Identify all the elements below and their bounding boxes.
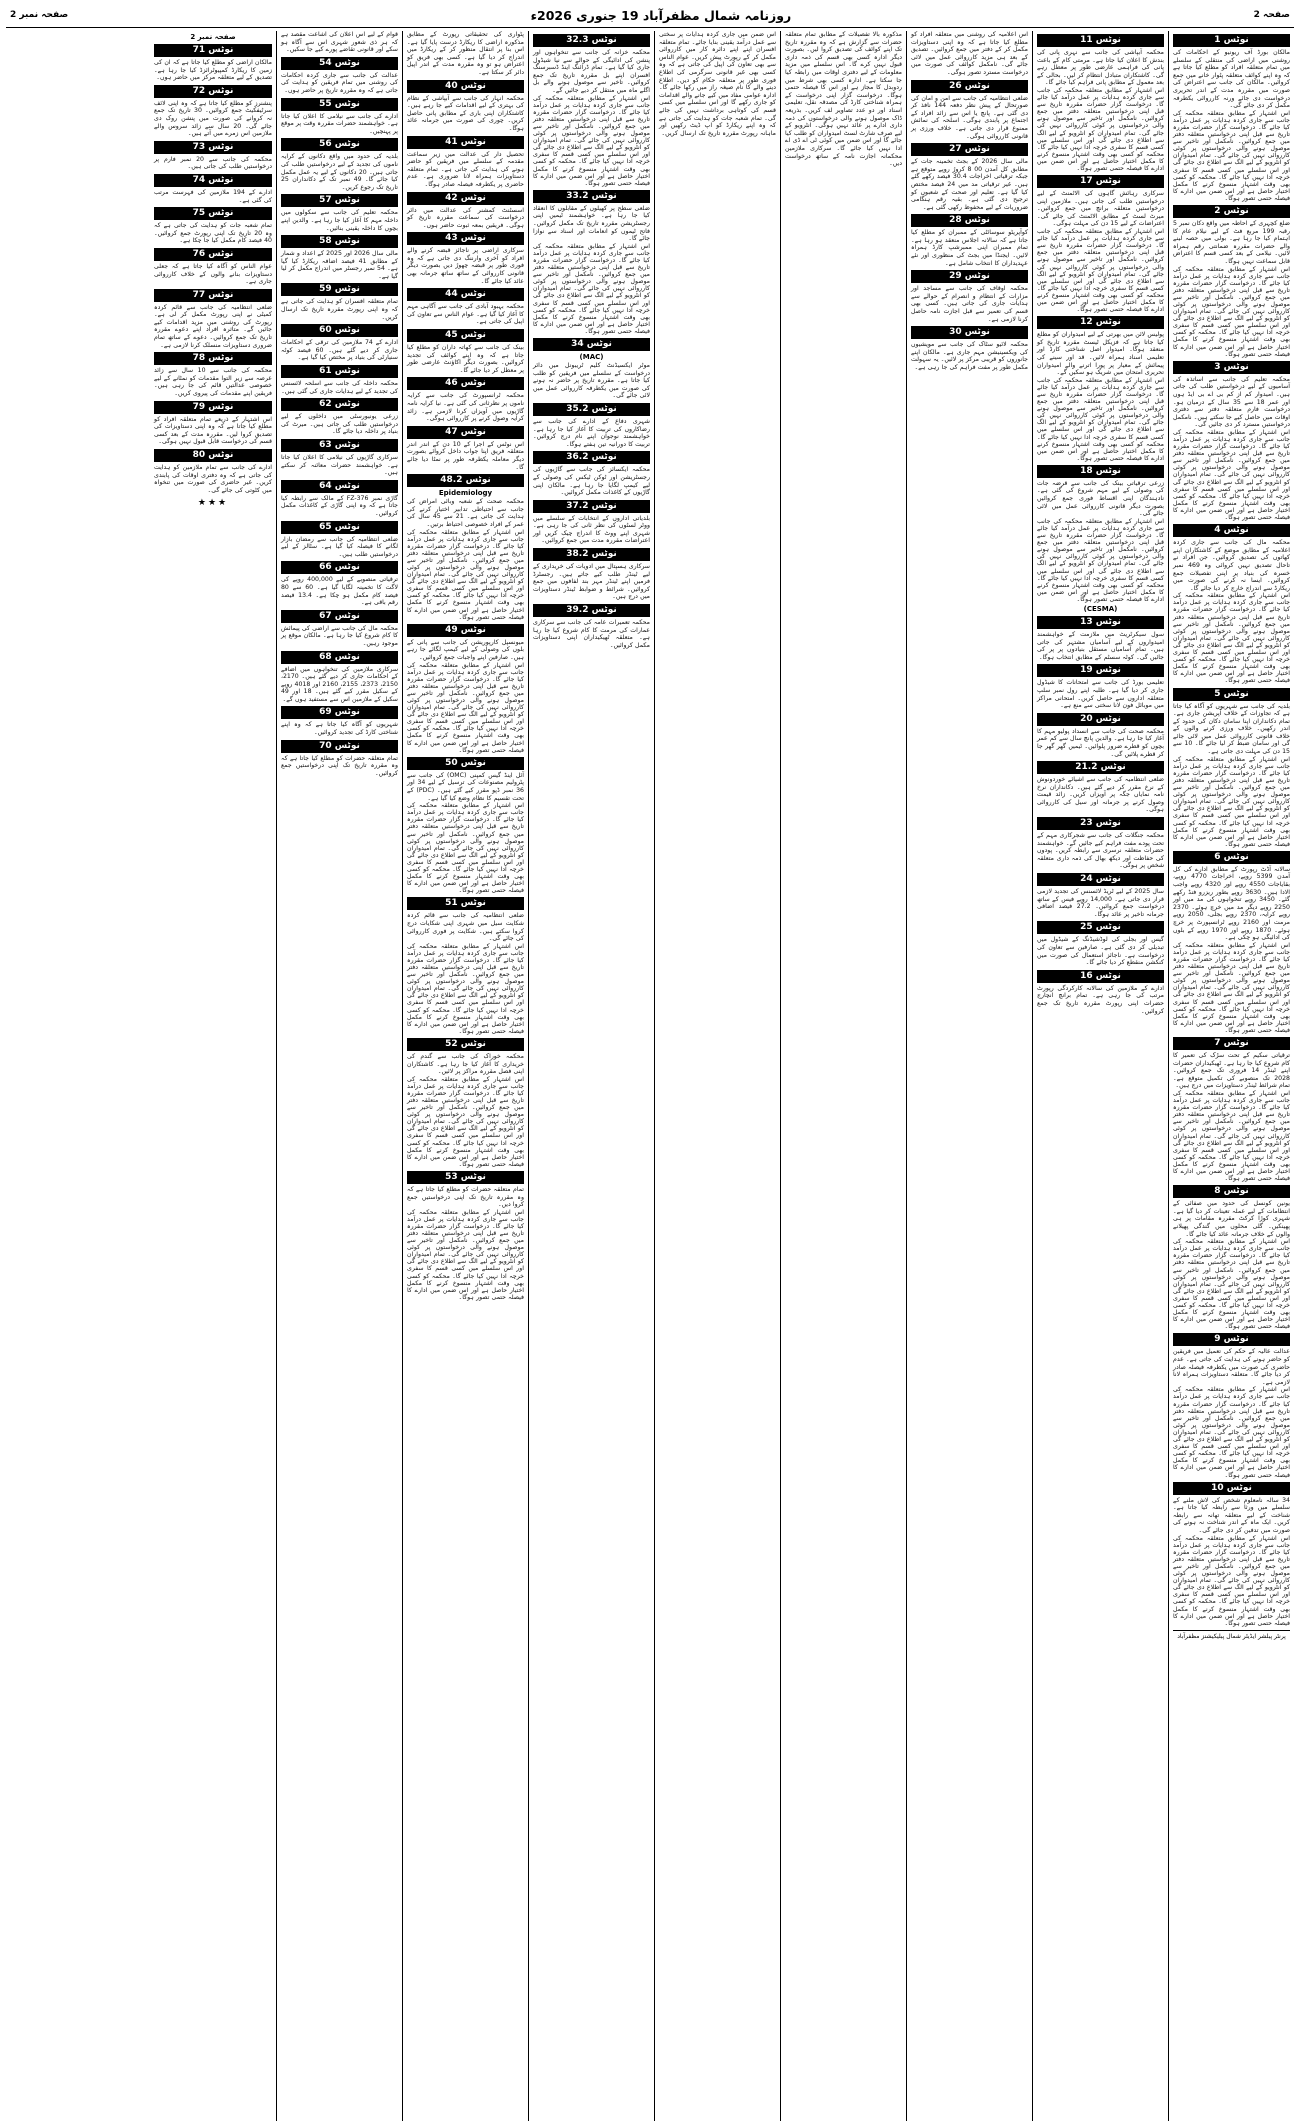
- notice-body-continued: اس اشتہار کے مطابق متعلقہ محکمہ کی جانب سے جاری کردہ ہدایات پر عمل درآمد کیا جائے گا۔ درخواست گزار حضرات مقررہ تاریخ سے قبل اپنی درخواستیں متعلقہ دفتر میں جمع کروائیں۔ نامکمل اور تاخیر سے موصول ہونے والی درخواستوں پر کوئی کارروائی نہیں کی جائے گی۔ تمام امیدواران کو انٹرویو کے لیے الگ سے اطلاع دی جائے گی اور اس سلسلے میں کسی قسم کا سفری خرچہ ادا نہیں کیا جائے گا۔ محکمہ کو کسی بھی وقت اشتہار منسوخ کرنے کا مکمل اختیار حاصل ہے اور اس ضمن میں ادارے کا فیصلہ حتمی تصور ہوگا۔: [1173, 755, 1290, 848]
- notice-header: نوٹس 75: [154, 207, 272, 220]
- notice-body-continued: اس اشتہار کے مطابق متعلقہ محکمہ کی جانب سے جاری کردہ ہدایات پر عمل درآمد کیا جائے گا۔ درخواست گزار حضرات مقررہ تاریخ سے قبل اپنی درخواستیں متعلقہ دفتر میں جمع کروائیں۔ نامکمل اور تاخیر سے موصول ہونے والی درخواستوں پر کوئی کارروائی نہیں کی جائے گی۔ تمام امیدواران کو انٹرویو کے لیے الگ سے اطلاع دی جائے گی اور اس سلسلے میں کسی قسم کا سفری خرچہ ادا نہیں کیا جائے گا۔ محکمہ کو کسی بھی وقت اشتہار منسوخ کرنے کا مکمل اختیار حاصل ہے اور اس ضمن میں ادارے کا فیصلہ حتمی تصور ہوگا۔: [1037, 86, 1164, 172]
- notice-header: نوٹس 44: [407, 288, 524, 301]
- notice-body: کوآپریٹو سوسائٹی کے ممبران کو مطلع کیا جاتا ہے کہ سالانہ اجلاس منعقد ہو رہا ہے۔ تمام ممبران اپنی ممبرشپ کارڈ ہمراہ لائیں۔ ایجنڈا میں بجٹ کی منظوری اور نئے عہدیداران کا انتخاب شامل ہے۔: [911, 229, 1028, 267]
- notice-body: اس نوٹس کے اجرا کے 10 دن کے اندر اندر متعلقہ فریق اپنا جواب داخل کروائے بصورت دیگر معاملہ یکطرفہ طور پر نمٹا دیا جائے گا۔: [407, 440, 524, 471]
- notice-body-continued: اس اشتہار کے مطابق متعلقہ محکمہ کی جانب سے جاری کردہ ہدایات پر عمل درآمد کیا جائے گا۔ درخواست گزار حضرات مقررہ تاریخ سے قبل اپنی درخواستیں متعلقہ دفتر میں جمع کروائیں۔ نامکمل اور تاخیر سے موصول ہونے والی درخواستوں پر کوئی کارروائی نہیں کی جائے گی۔ تمام امیدواران کو انٹرویو کے لیے الگ سے اطلاع دی جائے گی اور اس سلسلے میں کسی قسم کا سفری خرچہ ادا نہیں کیا جائے گا۔ محکمہ کو کسی بھی وقت اشتہار منسوخ کرنے کا مکمل اختیار حاصل ہے اور اس ضمن میں ادارے کا فیصلہ حتمی تصور ہوگا۔: [407, 528, 524, 621]
- notice-header: نوٹس 55: [281, 98, 398, 111]
- notice-body: مالی سال 2026 کے بجٹ تخمینہ جات کے مطابق کل آمدن 00 8 کروڑ روپے متوقع ہے جبکہ ترقیاتی اخراجات 30.4 فیصد رکھے گئے ہیں۔ غیر ترقیاتی مد میں 24 فیصد مختص کیا گیا ہے۔ تعلیم اور صحت کے شعبوں کو ترجیح دی گئی ہے۔ بقیہ رقم ہنگامی ضروریات کے لیے محفوظ رکھی گئی ہے۔: [911, 158, 1028, 211]
- newspaper-column: [150, 31, 276, 2121]
- notice-body: محکمہ مال کی جانب سے جاری کردہ اعلامیہ کے مطابق موضع کے کاشتکاران اپنے کھاتوں کی تصدیق کروائیں۔ جن افراد نے تاحال تصدیق نہیں کروائی وہ 469 نمبر خسرہ کی بنیاد پر اپنی تفصیلات جمع کروائیں۔ ایسا نہ کرنے کی صورت میں ریکارڈ سے اندراج خارج کر دیا جائے گا۔: [1173, 539, 1290, 592]
- notice-body: پنشنرز کو مطلع کیا جاتا ہے کہ وہ اپنی لائف سرٹیفکیٹ جمع کروائیں۔ 30 تاریخ تک جمع نہ کروانے کی صورت میں پنشن روک دی جائے گی۔ 20 سال سے زائد سروس والے ملازمین اس زمرے میں آتے ہیں۔: [154, 99, 272, 138]
- notice-header: نوٹس 61: [281, 365, 398, 378]
- masthead: [6, 4, 1294, 28]
- notice-body: ضلعی انتظامیہ کی جانب سے رمضان بازار لگانے کا فیصلہ کیا گیا ہے۔ سٹالز کے لیے درخواستیں طلب ہیں۔: [281, 535, 398, 558]
- notice-header: نوٹس 32.3: [533, 34, 650, 47]
- notice-header: نوٹس 64: [281, 480, 398, 493]
- newspaper-column: [1168, 31, 1294, 2121]
- notice-header: نوٹس 42: [407, 192, 524, 205]
- notice-body: ضلعی انتظامیہ کی جانب سے قائم کردہ کمیٹی نے اپنی رپورٹ مکمل کر لی ہے۔ رپورٹ کی روشنی میں مزید اقدامات کیے جائیں گے۔ متاثرہ افراد اپنے دعوے مقررہ تاریخ تک جمع کروائیں۔ دعوے کے ساتھ تمام ضروری دستاویزات منسلک کرنا لازمی ہے۔: [154, 303, 272, 349]
- section-label: (MAC): [579, 352, 604, 361]
- notice-header: نوٹس 2: [1173, 205, 1290, 218]
- notice-body: محکمہ تعمیرات عامہ کی جانب سے سرکاری عمارات کی مرمت کا کام شروع کیا جا رہا ہے۔ متعلقہ ٹھیکیداران اپنی دستاویزات مکمل کروائیں۔: [533, 619, 650, 649]
- notice-body: تمام متعلقہ افسران کو ہدایت کی جاتی ہے کہ وہ اپنی رپورٹ مقررہ تاریخ تک ارسال کریں۔: [281, 298, 398, 321]
- notice-header: نوٹس 25: [1037, 921, 1164, 934]
- notice-header: نوٹس 58: [281, 235, 398, 248]
- notice-header: نوٹس 30: [911, 326, 1028, 339]
- notice-header: نوٹس 36.2: [533, 451, 650, 464]
- notice-body: میونسپل کارپوریشن کی جانب سے پانی کے بلوں کی وصولی کے لیے کیمپ لگائے جا رہے ہیں۔ صارفین اپنے واجبات جمع کروائیں۔: [407, 638, 524, 661]
- imprint-note: پرنٹر پبلشر ایڈیٹر شمال پبلیکیشنز مظفرآباد: [1173, 1630, 1290, 1640]
- notice-header: نوٹس 77: [154, 289, 272, 302]
- notice-header: نوٹس 46: [407, 377, 524, 390]
- notice-body: محکمہ صحت کی جانب سے انسداد پولیو مہم کا آغاز کیا جا رہا ہے۔ والدین پانچ سال سے کم عمر بچوں کو قطرے ضرور پلوائیں۔ ٹیمیں گھر گھر جا کر قطرے پلائیں گی۔: [1037, 727, 1164, 758]
- notice-body: محکمہ تعلیم کی جانب سے سکولوں میں داخلہ مہم کا آغاز کیا جا رہا ہے۔ والدین اپنے بچوں کا داخلہ یقینی بنائیں۔: [281, 209, 398, 232]
- notice-body: بلدیہ کی جانب سے شہریوں کو آگاہ کیا جاتا ہے کہ تجاوزات کے خلاف آپریشن جاری ہے۔ تمام دکانداران اپنا سامان دکان کی حدود کے اندر رکھیں۔ خلاف ورزی کرنے والوں کے خلاف قانونی کارروائی عمل میں لائی جائے گی اور سامان ضبط کر لیا جائے گا۔ 10 سے 15 دن کی مہلت دی جاتی ہے۔: [1173, 702, 1290, 756]
- notice-body-continued: اس اشتہار کے مطابق متعلقہ محکمہ کی جانب سے جاری کردہ ہدایات پر عمل درآمد کیا جائے گا۔ درخواست گزار حضرات مقررہ تاریخ سے قبل اپنی درخواستیں متعلقہ دفتر میں جمع کروائیں۔ نامکمل اور تاخیر سے موصول ہونے والی درخواستوں پر کوئی کارروائی نہیں کی جائے گی۔ تمام امیدواران کو انٹرویو کے لیے الگ سے اطلاع دی جائے گی اور اس سلسلے میں کسی قسم کا سفری خرچہ ادا نہیں کیا جائے گا۔ محکمہ کو کسی بھی وقت اشتہار منسوخ کرنے کا مکمل اختیار حاصل ہے اور اس ضمن میں ادارے کا فیصلہ حتمی تصور ہوگا۔: [1173, 1386, 1290, 1479]
- notice-body: بلدیاتی اداروں کے انتخابات کے سلسلے میں ووٹر لسٹوں کی نظر ثانی کی جا رہی ہے۔ شہری اپنے ووٹ کا اندراج چیک کریں اور اعتراضات مقررہ مدت میں جمع کروائیں۔: [533, 514, 650, 545]
- notice-header: نوٹس 11: [1037, 34, 1164, 47]
- notice-header: نوٹس 4: [1173, 524, 1290, 537]
- notice-header: نوٹس 65: [281, 521, 398, 534]
- notice-header: نوٹس 37.2: [533, 500, 650, 513]
- section-label: Epidemiology: [438, 489, 493, 498]
- notice-header: نوٹس 68: [281, 651, 398, 664]
- notice-body: ادارے کے ملازمین کی سالانہ کارکردگی رپورٹ مرتب کی جا رہی ہے۔ تمام برانچ انچارج حضرات اپنی رپورٹ مقررہ تاریخ تک جمع کروائیں۔: [1037, 984, 1164, 1015]
- notice-header: نوٹس 26: [911, 80, 1028, 93]
- notice-header: نوٹس 67: [281, 610, 398, 623]
- notice-header: نوٹس 12: [1037, 316, 1164, 329]
- notice-header: نوٹس 43: [407, 232, 524, 245]
- notice-body: ادارے کے 194 ملازمین کی فہرست مرتب کی گئی ہے۔: [154, 188, 272, 204]
- notice-body: ضلعی انتظامیہ کی جانب سے قائم کردہ شکایت سیل میں شہری اپنی شکایات درج کروا سکتے ہیں۔ شکایت پر فوری کارروائی کی جائے گی۔: [407, 912, 524, 943]
- notice-body-continued: اس اشتہار کے مطابق متعلقہ محکمہ کی جانب سے جاری کردہ ہدایات پر عمل درآمد کیا جائے گا۔ درخواست گزار حضرات مقررہ تاریخ سے قبل اپنی درخواستیں متعلقہ دفتر میں جمع کروائیں۔ نامکمل اور تاخیر سے موصول ہونے والی درخواستوں پر کوئی کارروائی نہیں کی جائے گی۔ تمام امیدواران کو انٹرویو کے لیے الگ سے اطلاع دی جائے گی اور اس سلسلے میں کسی قسم کا سفری خرچہ ادا نہیں کیا جائے گا۔ محکمہ کو کسی بھی وقت اشتہار منسوخ کرنے کا مکمل اختیار حاصل ہے اور اس ضمن میں ادارے کا فیصلہ حتمی تصور ہوگا۔: [1173, 1090, 1290, 1183]
- newspaper-column: [402, 31, 528, 2121]
- notice-header: نوٹس 21.2: [1037, 761, 1164, 774]
- notice-body: تحصیل دار کی عدالت میں زیر سماعت مقدمہ کے سلسلے میں فریقین کو حاضر ہونے کی ہدایت کی جاتی ہے۔ تمام متعلقہ دستاویزات ہمراہ لانا ضروری ہے۔ عدم حاضری پر یکطرفہ فیصلہ صادر ہوگا۔: [407, 150, 524, 188]
- notice-body: ضلعی سطح پر کھیلوں کے مقابلوں کا انعقاد کیا جا رہا ہے۔ خواہشمند ٹیمیں اپنی رجسٹریشن مقررہ تاریخ تک مکمل کروائیں۔ فاتح ٹیموں کو انعامات اور اسناد سے نوازا جائے گا۔: [533, 204, 650, 243]
- notice-body: سرکاری گاڑیوں کی نیلامی کا اعلان کیا جاتا ہے۔ خواہشمند حضرات معائنہ کر سکتے ہیں۔: [281, 454, 398, 477]
- notice-header: نوٹس 3: [1173, 361, 1290, 374]
- notice-header: نوٹس 29: [911, 270, 1028, 283]
- notice-header: نوٹس 70: [281, 740, 398, 753]
- notice-body: سول سیکرٹریٹ میں ملازمت کے خواہشمند امیدواروں کے لیے آسامیاں مشتہر کی جاتی ہیں۔ تمام آسامیاں مستقل بنیادوں پر پر کی جائیں گی۔ کوٹہ سسٹم کے مطابق انتخاب ہوگا۔: [1037, 630, 1164, 661]
- notice-body-continued: اس اشتہار کے مطابق متعلقہ محکمہ کی جانب سے جاری کردہ ہدایات پر عمل درآمد کیا جائے گا۔ درخواست گزار حضرات مقررہ تاریخ سے قبل اپنی درخواستیں متعلقہ دفتر میں جمع کروائیں۔ نامکمل اور تاخیر سے موصول ہونے والی درخواستوں پر کوئی کارروائی نہیں کی جائے گی۔ تمام امیدواران کو انٹرویو کے لیے الگ سے اطلاع دی جائے گی اور اس سلسلے میں کسی قسم کا سفری خرچہ ادا نہیں کیا جائے گا۔ محکمہ کو کسی بھی وقت اشتہار منسوخ کرنے کا مکمل اختیار حاصل ہے اور اس ضمن میں ادارے کا فیصلہ حتمی تصور ہوگا۔: [407, 1208, 524, 1301]
- notice-body: آئل اینڈ گیس کمپنی (OMC) کی جانب سے پٹرولیم مصنوعات کی ترسیل کے لیے 34 اور 36 نمبر ڈپو مقرر کیے گئے ہیں۔ (PDC) کے تحت تقسیم کا نظام وضع کیا گیا ہے۔: [407, 771, 524, 802]
- notice-body: سرکاری رہائش گاہوں کی الاٹمنٹ کے لیے درخواستیں طلب کی جاتی ہیں۔ ملازمین اپنی درخواستیں متعلقہ برانچ میں جمع کروائیں۔ میرٹ لسٹ کے مطابق الاٹمنٹ کی جائے گی۔ اعتراضات کے لیے 15 دن کی مہلت ہوگی۔: [1037, 190, 1164, 228]
- notice-body: محکمہ ٹرانسپورٹ کی جانب سے کرایہ ناموں پر نظرثانی کی گئی ہے۔ نیا کرایہ نامہ گاڑیوں میں آویزاں کرنا لازمی ہے۔ زائد کرایہ وصول کرنے پر کارروائی ہوگی۔: [407, 392, 524, 423]
- notice-header: نوٹس 20: [1037, 713, 1164, 726]
- notice-header: نوٹس 52: [407, 1038, 524, 1051]
- notice-header: نوٹس 48.2: [407, 474, 524, 487]
- notice-header: نوٹس 35.2: [533, 403, 650, 416]
- columns-container: [6, 31, 1294, 2121]
- notice-header: نوٹس 39.2: [533, 604, 650, 617]
- newspaper-column: [906, 31, 1032, 2121]
- notice-header: نوٹس 72: [154, 85, 272, 98]
- notice-header: نوٹس 8: [1173, 1185, 1290, 1198]
- notice-header: نوٹس 57: [281, 194, 398, 207]
- section-label: (CESMA): [1083, 604, 1118, 613]
- notice-body-continued: اس اشتہار کے مطابق متعلقہ محکمہ کی جانب سے جاری کردہ ہدایات پر عمل درآمد کیا جائے گا۔ درخواست گزار حضرات مقررہ تاریخ سے قبل اپنی درخواستیں متعلقہ دفتر میں جمع کروائیں۔ نامکمل اور تاخیر سے موصول ہونے والی درخواستوں پر کوئی کارروائی نہیں کی جائے گی۔ تمام امیدواران کو انٹرویو کے لیے الگ سے اطلاع دی جائے گی اور اس سلسلے میں کسی قسم کا سفری خرچہ ادا نہیں کیا جائے گا۔ محکمہ کو کسی بھی وقت اشتہار منسوخ کرنے کا مکمل اختیار حاصل ہے اور اس ضمن میں ادارے کا فیصلہ حتمی تصور ہوگا۔: [1173, 428, 1290, 522]
- notice-body: محکمہ صحت کے شعبہ وبائی امراض کی جانب سے احتیاطی تدابیر اختیار کرنے کی ہدایت کی جاتی ہے۔ 21 سے 45 سال کی عمر کے افراد خصوصی احتیاط برتیں۔: [407, 498, 524, 528]
- notice-body: محکمہ آبپاشی کی جانب سے نہری پانی کی بندش کا اعلان کیا جاتا ہے۔ مرمتی کام کے باعث پانی کی فراہمی عارضی طور پر معطل رہے گی۔ کاشتکاران متبادل انتظام کر لیں۔ بحالی کے بعد معمول کے مطابق پانی فراہم کیا جائے گا۔: [1037, 49, 1164, 87]
- newspaper-column: [276, 31, 402, 2121]
- notice-header: نوٹس 16: [1037, 970, 1164, 983]
- notice-body: محکمہ بہبود آبادی کی جانب سے آگاہی مہم کا آغاز کیا گیا ہے۔ عوام الناس سے تعاون کی اپیل کی جاتی ہے۔: [407, 303, 524, 326]
- notice-body: محکمہ مال کی جانب سے اراضی کی پیمائش کا کام شروع کیا جا رہا ہے۔ مالکان موقع پر موجود رہیں۔: [281, 624, 398, 647]
- notice-header: نوٹس 80: [154, 449, 272, 462]
- notice-header: نوٹس 28: [911, 214, 1028, 227]
- notice-header: نوٹس 76: [154, 248, 272, 261]
- notice-body-continued: اس اشتہار کے مطابق متعلقہ محکمہ کی جانب سے جاری کردہ ہدایات پر عمل درآمد کیا جائے گا۔ درخواست گزار حضرات مقررہ تاریخ سے قبل اپنی درخواستیں متعلقہ دفتر میں جمع کروائیں۔ نامکمل اور تاخیر سے موصول ہونے والی درخواستوں پر کوئی کارروائی نہیں کی جائے گی۔ تمام امیدواران کو انٹرویو کے لیے الگ سے اطلاع دی جائے گی اور اس سلسلے میں کسی قسم کا سفری خرچہ ادا نہیں کیا جائے گا۔ محکمہ کو کسی بھی وقت اشتہار منسوخ کرنے کا مکمل اختیار حاصل ہے اور اس ضمن میں ادارے کا فیصلہ حتمی تصور ہوگا۔: [533, 242, 650, 335]
- notice-header: نوٹس 38.2: [533, 548, 650, 561]
- notice-body: تمام متعلقہ حضرات کو مطلع کیا جاتا ہے کہ وہ مقررہ تاریخ تک اپنی درخواستیں جمع کروا دیں۔: [407, 1185, 524, 1209]
- notice-body: شہری دفاع کے ادارے کی جانب سے رضاکاروں کی تربیت کا آغاز کیا جا رہا ہے۔ خواہشمند نوجوان اپنے نام درج کروائیں۔ تربیت کا دورانیہ تین ہفتے ہوگا۔: [533, 417, 650, 448]
- notice-header: نوٹس 9: [1173, 1333, 1290, 1346]
- newspaper-column: [780, 31, 906, 2121]
- notice-body: مالی سال 2026 اور 2025 کے اعداد و شمار کے مطابق 41 فیصد اضافہ ریکارڈ کیا گیا ہے۔ 54 نمبر رجسٹر میں اندراج مکمل کر لیا گیا ہے۔: [281, 250, 399, 280]
- notice-header: نوٹس 33.2: [533, 190, 650, 203]
- notice-body: محکمہ انہار کی جانب سے آبپاشی کے نظام کی بہتری کے لیے اقدامات کیے جا رہے ہیں۔ کاشتکاران اپنی باری کے مطابق پانی حاصل کریں۔ چوری کی صورت میں جرمانہ عائد ہوگا۔: [407, 94, 524, 132]
- notice-header: نوٹس 59: [281, 283, 398, 296]
- notice-body: ضلعی انتظامیہ کی جانب سے اشیائے خوردونوش کے نرخ مقرر کر دیے گئے ہیں۔ دکانداران نرخ نامہ نمایاں جگہ پر آویزاں کریں۔ زائد قیمت وصول کرنے پر جرمانہ اور سیل کی کارروائی ہوگی۔: [1037, 776, 1164, 814]
- notice-body-continued: اس اشتہار کے مطابق متعلقہ محکمہ کی جانب سے جاری کردہ ہدایات پر عمل درآمد کیا جائے گا۔ درخواست گزار حضرات مقررہ تاریخ سے قبل اپنی درخواستیں متعلقہ دفتر میں جمع کروائیں۔ نامکمل اور تاخیر سے موصول ہونے والی درخواستوں پر کوئی کارروائی نہیں کی جائے گی۔ تمام امیدواران کو انٹرویو کے لیے الگ سے اطلاع دی جائے گی اور اس سلسلے میں کسی قسم کا سفری خرچہ ادا نہیں کیا جائے گا۔ محکمہ کو کسی بھی وقت اشتہار منسوخ کرنے کا مکمل اختیار حاصل ہے اور اس ضمن میں ادارے کا فیصلہ حتمی تصور ہوگا۔: [407, 661, 524, 754]
- notice-header: نوٹس 60: [281, 324, 398, 337]
- notice-body: قوام کے لیے اس اعلان کی اشاعت مقصد ہے کہ ہر ذی شعور شہری اس سے آگاہ ہو سکے اور قانونی تقاضے پورے کیے جا سکیں۔: [281, 31, 398, 54]
- notice-body-continued: اس اشتہار کے مطابق متعلقہ محکمہ کی جانب سے جاری کردہ ہدایات پر عمل درآمد کیا جائے گا۔ درخواست گزار حضرات مقررہ تاریخ سے قبل اپنی درخواستیں متعلقہ دفتر میں جمع کروائیں۔ نامکمل اور تاخیر سے موصول ہونے والی درخواستوں پر کوئی کارروائی نہیں کی جائے گی۔ تمام امیدواران کو انٹرویو کے لیے الگ سے اطلاع دی جائے گی اور اس سلسلے میں کسی قسم کا سفری خرچہ ادا نہیں کیا جائے گا۔ محکمہ کو کسی بھی وقت اشتہار منسوخ کرنے کا مکمل اختیار حاصل ہے اور اس ضمن میں ادارے کا فیصلہ حتمی تصور ہوگا۔: [1173, 1534, 1290, 1627]
- notice-body: محکمہ ایکسائز کی جانب سے گاڑیوں کی رجسٹریشن اور ٹوکن ٹیکس کی وصولی کے لیے کیمپ لگایا جا رہا ہے۔ مالکان اپنی گاڑیوں کے کاغذات مکمل کروائیں۔: [533, 466, 650, 497]
- notice-body: محکمہ اوقاف کی جانب سے مساجد اور مزارات کے انتظام و انصرام کے حوالے سے ہدایات جاری کی جاتی ہیں۔ کسی بھی قسم کی تعمیر سے قبل اجازت نامہ حاصل کرنا لازمی ہے۔: [911, 285, 1028, 323]
- newspaper-column: [654, 31, 780, 2121]
- section-label: صفحہ نمبر 2: [190, 33, 236, 41]
- notice-header: نوٹس 69: [281, 706, 398, 719]
- notice-body: محکمہ کی جانب سے 20 نمبر فارم پر درخواستیں طلب کی جاتی ہیں۔: [154, 155, 272, 171]
- masthead-title: روزنامہ شمال مظفرآباد 19 جنوری 2026ء: [530, 7, 792, 23]
- notice-header: نوٹس 10: [1173, 1482, 1290, 1495]
- notice-body: بلدیہ کی حدود میں واقع دکانوں کے کرایہ ناموں کی تجدید کے لیے درخواستیں طلب کی جاتی ہیں۔ 20 دکانوں کے لیے یہ عمل مکمل کیا جائے گا۔ 49 نمبر تک کے دکانداران 25 تاریخ تک رجوع کریں۔: [281, 153, 398, 191]
- newspaper-column: [528, 31, 654, 2121]
- notice-body-continued: اس اشتہار کے مطابق متعلقہ محکمہ کی جانب سے جاری کردہ ہدایات پر عمل درآمد کیا جائے گا۔ درخواست گزار حضرات مقررہ تاریخ سے قبل اپنی درخواستیں متعلقہ دفتر میں جمع کروائیں۔ نامکمل اور تاخیر سے موصول ہونے والی درخواستوں پر کوئی کارروائی نہیں کی جائے گی۔ تمام امیدواران کو انٹرویو کے لیے الگ سے اطلاع دی جائے گی اور اس سلسلے میں کسی قسم کا سفری خرچہ ادا نہیں کیا جائے گا۔ محکمہ کو کسی بھی وقت اشتہار منسوخ کرنے کا مکمل اختیار حاصل ہے اور اس ضمن میں ادارے کا فیصلہ حتمی تصور ہوگا۔: [1173, 1238, 1290, 1331]
- notice-body: زرعی یونیورسٹی میں داخلوں کے لیے درخواستیں طلب کی جاتی ہیں۔ میرٹ کی بنیاد پر داخلہ دیا جائے گا۔: [281, 413, 398, 436]
- notice-body: محکمہ داخلہ کی جانب سے اسلحہ لائسنس کی تجدید کے لیے ہدایات جاری کی گئی ہیں۔: [281, 380, 398, 395]
- end-mark: ★★★: [197, 498, 229, 509]
- notice-header: نوٹس 79: [154, 401, 272, 414]
- notice-body-continued: اس اشتہار کے مطابق متعلقہ محکمہ کی جانب سے جاری کردہ ہدایات پر عمل درآمد کیا جائے گا۔ درخواست گزار حضرات مقررہ تاریخ سے قبل اپنی درخواستیں متعلقہ دفتر میں جمع کروائیں۔ نامکمل اور تاخیر سے موصول ہونے والی درخواستوں پر کوئی کارروائی نہیں کی جائے گی۔ تمام امیدواران کو انٹرویو کے لیے الگ سے اطلاع دی جائے گی اور اس سلسلے میں کسی قسم کا سفری خرچہ ادا نہیں کیا جائے گا۔ محکمہ کو کسی بھی وقت اشتہار منسوخ کرنے کا مکمل اختیار حاصل ہے اور اس ضمن میں ادارے کا فیصلہ حتمی تصور ہوگا۔: [407, 942, 524, 1035]
- notice-header: نوٹس 34: [533, 338, 650, 351]
- notice-body: محکمہ جنگلات کی جانب سے شجرکاری مہم کے تحت پودے مفت فراہم کیے جائیں گے۔ خواہشمند حضرات متعلقہ نرسری سے رابطہ کریں۔ پودوں کی حفاظت اور دیکھ بھال کی ذمہ داری متعلقہ شخص پر ہوگی۔: [1037, 832, 1164, 870]
- notice-header: نوٹس 63: [281, 439, 398, 452]
- notice-body: مالکان اراضی کو مطلع کیا جاتا ہے کہ ان کی زمین کا ریکارڈ کمپیوٹرائزڈ کیا جا رہا ہے۔ تصدیق کے لیے متعلقہ مرکز میں حاضر ہوں۔: [154, 59, 272, 82]
- notice-body: ادارے کے 74 ملازمین کی ترقی کے احکامات جاری کر دیے گئے ہیں۔ 60 فیصد کوٹہ سنیارٹی کی بنیاد پر مختص کیا گیا ہے۔: [281, 339, 398, 362]
- notice-body: سرکاری ملازمین کی تنخواہوں میں اضافے کے احکامات جاری کر دیے گئے ہیں۔ 2170، 2150، 2373، 2155، 2160 اور 4018 روپے کے سکیل مقرر کیے گئے ہیں۔ 18 اور 49 سکیل کے ملازمین اس سے مستفید ہوں گے۔: [281, 665, 398, 703]
- notice-body: بینک کی جانب سے کھاتہ داران کو مطلع کیا جاتا ہے کہ وہ اپنے کوائف کی تجدید کروائیں۔ بصورت دیگر اکاؤنٹ عارضی طور پر معطل کر دیا جائے گا۔: [407, 344, 524, 374]
- notice-body: تمام متعلقہ حضرات کو مطلع کیا جاتا ہے کہ وہ مقررہ تاریخ تک اپنی درخواستیں جمع کروائیں۔: [281, 754, 398, 777]
- notice-body: عوام الناس کو آگاہ کیا جاتا ہے کہ جعلی دستاویزات بنانے والوں کے خلاف کارروائی جاری ہے۔: [154, 262, 272, 286]
- notice-body: پولیس لائن میں بھرتی کے لیے امیدواران کو مطلع کیا جاتا ہے کہ فزیکل ٹیسٹ مقررہ تاریخ کو منعقد ہوگا۔ امیدوار اصل شناختی کارڈ اور تعلیمی اسناد ہمراہ لائیں۔ قد اور سینے کی پیمائش کے معیار پر پورا اترنے والے امیدواران تحریری امتحان میں شریک ہو سکیں گے۔: [1037, 331, 1164, 377]
- notice-header: نوٹس 62: [281, 398, 398, 411]
- notice-body: اس اشتہار کے ذریعے تمام متعلقہ افراد کو مطلع کیا جاتا ہے کہ وہ اپنی دستاویزات کی تصدیق کروا لیں۔ مقررہ مدت کے بعد کسی قسم کی درخواست قابل قبول نہیں ہوگی۔: [154, 415, 272, 446]
- notice-header: نوٹس 1: [1173, 34, 1290, 47]
- notice-header: نوٹس 6: [1173, 851, 1290, 864]
- notice-header: نوٹس 19: [1037, 664, 1164, 677]
- notice-body: ادارے کی جانب سے تمام ملازمین کو ہدایت کی جاتی ہے کہ وہ دفتری اوقات کی پابندی کریں۔ غیر حاضری کی صورت میں تنخواہ میں کٹوتی کی جائے گی۔: [154, 464, 272, 494]
- notice-header: نوٹس 7: [1173, 1037, 1290, 1050]
- notice-header: نوٹس 45: [407, 329, 524, 342]
- masthead-right-label: صفحہ 2: [1253, 10, 1290, 20]
- notice-body: سرکاری ہسپتال میں ادویات کی خریداری کے لیے ٹینڈر طلب کیے جاتے ہیں۔ رجسٹرڈ فرمیں اپنے ٹینڈر مہر بند لفافوں میں جمع کروائیں۔ شرائط و ضوابط ٹینڈر دستاویزات میں درج ہیں۔: [533, 563, 650, 601]
- notice-header: نوٹس 24: [1037, 873, 1164, 886]
- notice-body: اس ضمن میں جاری کردہ ہدایات پر سختی سے عمل درآمد یقینی بنایا جائے۔ تمام متعلقہ افسران اپنے اپنے دائرہ کار میں کارروائی مکمل کر کے رپورٹ پیش کریں۔ عوام الناس سے بھی تعاون کی اپیل کی جاتی ہے کہ وہ کسی بھی غیر قانونی سرگرمی کی اطلاع فوری طور پر متعلقہ حکام کو دیں۔ اطلاع دینے والے کا نام صیغہ راز میں رکھا جائے گا۔ ادارہ عوامی مفاد میں کیے جانے والے اقدامات کو جاری رکھے گا اور اس سلسلے میں کسی قسم کی کوتاہی برداشت نہیں کی جائے گی۔ تمام شعبہ جات کو ہدایت کی جاتی ہے کہ وہ اپنے ریکارڈ کو اپ ڈیٹ رکھیں اور ماہانہ رپورٹ مقررہ تاریخ تک ارسال کریں۔: [659, 31, 776, 137]
- notice-header: نوٹس 27: [911, 143, 1028, 156]
- notice-body: تعلیمی بورڈ کی جانب سے امتحانات کا شیڈول جاری کر دیا گیا ہے۔ طلبہ اپنے رول نمبر سلپ متعلقہ اداروں سے حاصل کریں۔ امتحانی مراکز میں موبائل فون لانا سختی سے منع ہے۔: [1037, 679, 1164, 710]
- notice-body: اسسٹنٹ کمشنر کی عدالت میں دائر درخواست کی سماعت مقررہ تاریخ کو ہوگی۔ فریقین بمعہ ثبوت حاضر ہوں۔: [407, 206, 524, 229]
- notice-body-continued: اس اشتہار کے مطابق متعلقہ محکمہ کی جانب سے جاری کردہ ہدایات پر عمل درآمد کیا جائے گا۔ درخواست گزار حضرات مقررہ تاریخ سے قبل اپنی درخواستیں متعلقہ دفتر میں جمع کروائیں۔ نامکمل اور تاخیر سے موصول ہونے والی درخواستوں پر کوئی کارروائی نہیں کی جائے گی۔ تمام امیدواران کو انٹرویو کے لیے الگ سے اطلاع دی جائے گی اور اس سلسلے میں کسی قسم کا سفری خرچہ ادا نہیں کیا جائے گا۔ محکمہ کو کسی بھی وقت اشتہار منسوخ کرنے کا مکمل اختیار حاصل ہے اور اس ضمن میں ادارے کا فیصلہ حتمی تصور ہوگا۔: [1037, 517, 1164, 603]
- notice-body-continued: اس اشتہار کے مطابق متعلقہ محکمہ کی جانب سے جاری کردہ ہدایات پر عمل درآمد کیا جائے گا۔ درخواست گزار حضرات مقررہ تاریخ سے قبل اپنی درخواستیں متعلقہ دفتر میں جمع کروائیں۔ نامکمل اور تاخیر سے موصول ہونے والی درخواستوں پر کوئی کارروائی نہیں کی جائے گی۔ تمام امیدواران کو انٹرویو کے لیے الگ سے اطلاع دی جائے گی اور اس سلسلے میں کسی قسم کا سفری خرچہ ادا نہیں کیا جائے گا۔ محکمہ کو کسی بھی وقت اشتہار منسوخ کرنے کا مکمل اختیار حاصل ہے اور اس ضمن میں ادارے کا فیصلہ حتمی تصور ہوگا۔: [1173, 941, 1290, 1034]
- notice-body-continued: اس اشتہار کے مطابق متعلقہ محکمہ کی جانب سے جاری کردہ ہدایات پر عمل درآمد کیا جائے گا۔ درخواست گزار حضرات مقررہ تاریخ سے قبل اپنی درخواستیں متعلقہ دفتر میں جمع کروائیں۔ نامکمل اور تاخیر سے موصول ہونے والی درخواستوں پر کوئی کارروائی نہیں کی جائے گی۔ تمام امیدواران کو انٹرویو کے لیے الگ سے اطلاع دی جائے گی اور اس سلسلے میں کسی قسم کا سفری خرچہ ادا نہیں کیا جائے گا۔ محکمہ کو کسی بھی وقت اشتہار منسوخ کرنے کا مکمل اختیار حاصل ہے اور اس ضمن میں ادارے کا فیصلہ حتمی تصور ہوگا۔: [533, 94, 650, 187]
- notice-header: نوٹس 56: [281, 138, 398, 151]
- notice-body-continued: اس اشتہار کے مطابق متعلقہ محکمہ کی جانب سے جاری کردہ ہدایات پر عمل درآمد کیا جائے گا۔ درخواست گزار حضرات مقررہ تاریخ سے قبل اپنی درخواستیں متعلقہ دفتر میں جمع کروائیں۔ نامکمل اور تاخیر سے موصول ہونے والی درخواستوں پر کوئی کارروائی نہیں کی جائے گی۔ تمام امیدواران کو انٹرویو کے لیے الگ سے اطلاع دی جائے گی اور اس سلسلے میں کسی قسم کا سفری خرچہ ادا نہیں کیا جائے گا۔ محکمہ کو کسی بھی وقت اشتہار منسوخ کرنے کا مکمل اختیار حاصل ہے اور اس ضمن میں ادارے کا فیصلہ حتمی تصور ہوگا۔: [1173, 265, 1290, 358]
- notice-header: نوٹس 40: [407, 80, 524, 93]
- notice-body: ضلع کچہری کے احاطہ میں واقع دکان نمبر 5 رقبہ 199 مربع فٹ کے لیے نیلام عام کا اہتمام کیا جا رہا ہے۔ بولی میں حصہ لینے والے حضرات مقررہ ضمانتی رقم ہمراہ لائیں۔ نیلامی کے بعد کسی قسم کا اعتراض قابل سماعت نہیں ہوگا۔: [1173, 219, 1291, 265]
- notice-body: محکمہ خوراک کی جانب سے گندم کی خریداری کا آغاز کیا جا رہا ہے۔ کاشتکاران اپنی فصل مقررہ مراکز پر لائیں۔: [407, 1052, 524, 1076]
- notice-header: نوٹس 17: [1037, 175, 1164, 188]
- notice-body: تمام شعبہ جات کو ہدایت کی جاتی ہے کہ وہ 20 تاریخ تک اپنی رپورٹ جمع کروائیں۔ 40 فیصد کام مکمل کیا جا چکا ہے۔: [154, 222, 273, 245]
- notice-body: محکمہ تعلیم کی جانب سے اساتذہ کی آسامیوں کے لیے درخواستیں طلب کی جاتی ہیں۔ امیدوار کم از کم بی اے بی ایڈ ہوں اور عمر 18 سے 35 سال کے درمیان ہو۔ درخواست فارم متعلقہ دفتر سے دفتری اوقات میں حاصل کیے جا سکتے ہیں۔ نامکمل درخواستیں مسترد کر دی جائیں گی۔: [1173, 375, 1290, 429]
- notice-header: نوٹس 13: [1037, 616, 1164, 629]
- notice-header: نوٹس 47: [407, 426, 524, 439]
- notice-body: مالکان بورڈ آف ریونیو کے احکامات کی روشنی میں اراضی کی منتقلی کے سلسلے میں تمام متعلقہ افراد کو مطلع کیا جاتا ہے کہ وہ اپنے کوائف متعلقہ پٹوار خانے میں جمع کروائیں۔ مالکان کی جانب سے اعتراض کی صورت میں مقررہ مدت کے اندر تحریری درخواست دی جائے ورنہ کارروائی یکطرفہ مکمل کر دی جائے گی۔: [1173, 49, 1290, 110]
- notice-body: یونین کونسل کی حدود میں صفائی کے انتظامات کے لیے عملہ تعینات کر دیا گیا ہے۔ شہری کوڑا کرکٹ مقررہ مقامات پر ہی پھینکیں۔ گلی محلوں میں گندگی پھیلانے والوں کے خلاف جرمانہ عائد کیا جائے گا۔: [1173, 1200, 1290, 1238]
- notice-body: محکمہ لائیو سٹاک کی جانب سے مویشیوں کی ویکسینیشن مہم جاری ہے۔ مالکان اپنے جانوروں کو قریبی مرکز پر لائیں۔ یہ سہولت مکمل طور پر مفت فراہم کی جا رہی ہے۔: [911, 341, 1028, 371]
- notice-header: نوٹس 18: [1037, 465, 1164, 478]
- notice-header: نوٹس 66: [281, 561, 398, 574]
- notice-body: عدالت عالیہ کے حکم کی تعمیل میں فریقین کو حاضر ہونے کی ہدایت کی جاتی ہے۔ عدم حاضری کی صورت میں یکطرفہ فیصلہ صادر کر دیا جائے گا۔ متعلقہ دستاویزات ہمراہ لانا لازمی ہے۔: [1173, 1348, 1290, 1386]
- notice-body: گیس اور بجلی کی لوڈشیڈنگ کے شیڈول میں تبدیلی کر دی گئی ہے۔ صارفین سے تعاون کی درخواست ہے۔ ناجائز استعمال کی صورت میں کنکشن منقطع کر دیا جائے گا۔: [1037, 936, 1164, 967]
- notice-body: سرکاری اراضی پر ناجائز قبضہ کرنے والے افراد کو آخری وارننگ دی جاتی ہے کہ وہ فوری طور پر قبضہ چھوڑ دیں بصورت دیگر قانونی کارروائی کے ساتھ ساتھ جرمانہ بھی عائد کیا جائے گا۔: [407, 247, 524, 285]
- notice-body: محکمہ کی جانب سے 10 سال سے زائد عرصہ سے زیر التوا مقدمات کو نمٹانے کے لیے خصوصی عدالتیں قائم کی جا رہی ہیں۔ فریقین اپنے مقدمات کی پیروی کریں۔: [154, 367, 272, 398]
- notice-header: نوٹس 5: [1173, 688, 1290, 701]
- notice-header: نوٹس 71: [154, 44, 272, 57]
- notice-body-continued: اس اشتہار کے مطابق متعلقہ محکمہ کی جانب سے جاری کردہ ہدایات پر عمل درآمد کیا جائے گا۔ درخواست گزار حضرات مقررہ تاریخ سے قبل اپنی درخواستیں متعلقہ دفتر میں جمع کروائیں۔ نامکمل اور تاخیر سے موصول ہونے والی درخواستوں پر کوئی کارروائی نہیں کی جائے گی۔ تمام امیدواران کو انٹرویو کے لیے الگ سے اطلاع دی جائے گی اور اس سلسلے میں کسی قسم کا سفری خرچہ ادا نہیں کیا جائے گا۔ محکمہ کو کسی بھی وقت اشتہار منسوخ کرنے کا مکمل اختیار حاصل ہے اور اس ضمن میں ادارے کا فیصلہ حتمی تصور ہوگا۔: [1173, 109, 1290, 202]
- notice-body-continued: اس اشتہار کے مطابق متعلقہ محکمہ کی جانب سے جاری کردہ ہدایات پر عمل درآمد کیا جائے گا۔ درخواست گزار حضرات مقررہ تاریخ سے قبل اپنی درخواستیں متعلقہ دفتر میں جمع کروائیں۔ نامکمل اور تاخیر سے موصول ہونے والی درخواستوں پر کوئی کارروائی نہیں کی جائے گی۔ تمام امیدواران کو انٹرویو کے لیے الگ سے اطلاع دی جائے گی اور اس سلسلے میں کسی قسم کا سفری خرچہ ادا نہیں کیا جائے گا۔ محکمہ کو کسی بھی وقت اشتہار منسوخ کرنے کا مکمل اختیار حاصل ہے اور اس ضمن میں ادارے کا فیصلہ حتمی تصور ہوگا۔: [1037, 228, 1164, 314]
- notice-body-continued: اس اشتہار کے مطابق متعلقہ محکمہ کی جانب سے جاری کردہ ہدایات پر عمل درآمد کیا جائے گا۔ درخواست گزار حضرات مقررہ تاریخ سے قبل اپنی درخواستیں متعلقہ دفتر میں جمع کروائیں۔ نامکمل اور تاخیر سے موصول ہونے والی درخواستوں پر کوئی کارروائی نہیں کی جائے گی۔ تمام امیدواران کو انٹرویو کے لیے الگ سے اطلاع دی جائے گی اور اس سلسلے میں کسی قسم کا سفری خرچہ ادا نہیں کیا جائے گا۔ محکمہ کو کسی بھی وقت اشتہار منسوخ کرنے کا مکمل اختیار حاصل ہے اور اس ضمن میں ادارے کا فیصلہ حتمی تصور ہوگا۔: [1037, 376, 1164, 462]
- notice-header: نوٹس 54: [281, 57, 398, 70]
- notice-header: نوٹس 78: [154, 352, 272, 365]
- notice-body: شہریوں کو آگاہ کیا جاتا ہے کہ وہ اپنے شناختی کارڈ کی تجدید کروائیں۔: [281, 721, 398, 737]
- notice-body: سالانہ آڈٹ رپورٹ کے مطابق ادارے کی کل آمدن 5399 روپے، اخراجات 4770 روپے، بقایاجات 4550 روپے اور 4320 روپے واجب الادا ہیں۔ 3630 روپے بطور ریزرو فنڈ رکھے گئے۔ 3450 روپے تنخواہوں کی مد میں اور 2250 روپے دیگر مد میں خرچ ہوئے۔ 2370 روپے کرایہ، 2370 روپے بجلی، 2050 روپے مرمت اور 2160 روپے ٹرانسپورٹ پر خرچ ہوئے۔ 1870 روپے اور 1970 روپے کے بلوں کی ادائیگی ہو چکی ہے۔: [1173, 865, 1291, 942]
- notice-body: گاڑی نمبر FZ-376 کے مالک سے رابطہ کیا جاتا ہے کہ وہ اپنی گاڑی کے کاغذات مکمل کروائیں۔: [281, 494, 399, 517]
- notice-header: نوٹس 51: [407, 897, 524, 910]
- notice-header: نوٹس 23: [1037, 817, 1164, 830]
- notice-body-continued: اس اشتہار کے مطابق متعلقہ محکمہ کی جانب سے جاری کردہ ہدایات پر عمل درآمد کیا جائے گا۔ درخواست گزار حضرات مقررہ تاریخ سے قبل اپنی درخواستیں متعلقہ دفتر میں جمع کروائیں۔ نامکمل اور تاخیر سے موصول ہونے والی درخواستوں پر کوئی کارروائی نہیں کی جائے گی۔ تمام امیدواران کو انٹرویو کے لیے الگ سے اطلاع دی جائے گی اور اس سلسلے میں کسی قسم کا سفری خرچہ ادا نہیں کیا جائے گا۔ محکمہ کو کسی بھی وقت اشتہار منسوخ کرنے کا مکمل اختیار حاصل ہے اور اس ضمن میں ادارے کا فیصلہ حتمی تصور ہوگا۔: [1173, 592, 1290, 685]
- notice-body: ضلعی انتظامیہ کی جانب سے امن و امان کی صورتحال کے پیش نظر دفعہ 144 نافذ کر دی گئی ہے۔ پانچ یا اس سے زائد افراد کے اجتماع پر پابندی ہوگی۔ اسلحہ کی نمائش ممنوع قرار دی جاتی ہے۔ خلاف ورزی پر قانونی کارروائی ہوگی۔: [911, 94, 1028, 140]
- notice-body: سال 2025 کے لیے ٹریڈ لائسنس کی تجدید لازمی قرار دی جاتی ہے۔ 14,000 روپے فیس کے ساتھ درخواست جمع کروائیں۔ 27.2 فیصد اضافی جرمانہ تاخیر پر عائد ہوگا۔: [1037, 888, 1165, 918]
- newspaper-column: [1032, 31, 1168, 2121]
- notice-body: ادارے کی جانب سے نیلامی کا اعلان کیا جاتا ہے۔ خواہشمند حضرات مقررہ وقت پر موقع پر پہنچیں۔: [281, 112, 398, 135]
- notice-body: موٹر ایکسیڈنٹ کلیم ٹریبونل میں دائر درخواست کے سلسلے میں فریقین کو طلب کیا جاتا ہے۔ مقررہ تاریخ پر حاضر نہ ہونے کی صورت میں یکطرفہ کارروائی عمل میں لائی جائے گی۔: [533, 361, 650, 400]
- notice-header: نوٹس 41: [407, 136, 524, 149]
- notice-body: پٹواری کی تحقیقاتی رپورٹ کے مطابق مذکورہ اراضی کا ریکارڈ درست پایا گیا ہے۔ اس بنا پر انتقال منظور کر کے ریکارڈ میں اندراج کر دیا گیا ہے۔ کسی بھی فریق کو اعتراض ہو تو وہ مقررہ مدت کے اندر اپیل دائر کر سکتا ہے۔: [407, 31, 524, 76]
- notice-body: مذکورہ بالا تفصیلات کے مطابق تمام متعلقہ حضرات سے گزارش ہے کہ وہ مقررہ تاریخ تک اپنے کوائف کی تصدیق کروا لیں۔ بصورت دیگر ادارہ کسی بھی قسم کی ذمہ داری قبول نہیں کرے گا۔ اس سلسلے میں مزید معلومات کے لیے دفتری اوقات میں رابطہ کیا جا سکتا ہے۔ ادارہ کسی بھی شرط میں ردوبدل کا مجاز ہے اور اس کا فیصلہ حتمی ہوگا۔ درخواست گزار اپنی درخواست کے ہمراہ شناختی کارڈ کی مصدقہ نقل، تعلیمی اسناد اور دو عدد تصاویر لف کریں۔ بذریعہ ڈاک موصول ہونے والی درخواستوں کی ذمہ داری ادارے پر عائد نہیں ہوگی۔ انٹرویو کے لیے صرف شارٹ لسٹ امیدواران کو طلب کیا جائے گا اور اس ضمن میں کوئی ٹی اے ڈی اے ادا نہیں کیا جائے گا۔ سرکاری ملازمین محکمانہ اجازت نامہ کے ساتھ درخواست دیں۔: [785, 31, 902, 168]
- notice-body: 34 سالہ نامعلوم شخص کی لاش ملنے کے سلسلے میں ورثا سے رابطہ کیا جاتا ہے۔ شناخت کے لیے متعلقہ تھانہ سے رابطہ کریں۔ ایک ماہ کے اندر شناخت نہ ہونے کی صورت میں تدفین کر دی جائے گی۔: [1173, 1496, 1290, 1534]
- notice-body: زرعی ترقیاتی بینک کی جانب سے قرضہ جات کی وصولی کے لیے مہم شروع کی گئی ہے۔ نادہندگان اپنی اقساط فوری جمع کروائیں بصورت دیگر قانونی کارروائی عمل میں لائی جائے گی۔: [1037, 479, 1164, 518]
- notice-body-continued: اس اشتہار کے مطابق متعلقہ محکمہ کی جانب سے جاری کردہ ہدایات پر عمل درآمد کیا جائے گا۔ درخواست گزار حضرات مقررہ تاریخ سے قبل اپنی درخواستیں متعلقہ دفتر میں جمع کروائیں۔ نامکمل اور تاخیر سے موصول ہونے والی درخواستوں پر کوئی کارروائی نہیں کی جائے گی۔ تمام امیدواران کو انٹرویو کے لیے الگ سے اطلاع دی جائے گی اور اس سلسلے میں کسی قسم کا سفری خرچہ ادا نہیں کیا جائے گا۔ محکمہ کو کسی بھی وقت اشتہار منسوخ کرنے کا مکمل اختیار حاصل ہے اور اس ضمن میں ادارے کا فیصلہ حتمی تصور ہوگا۔: [407, 1075, 524, 1168]
- masthead-left-label: صفحہ نمبر 2: [10, 10, 69, 20]
- notice-body: اس اعلامیہ کی روشنی میں متعلقہ افراد کو مطلع کیا جاتا ہے کہ وہ اپنی دستاویزات مکمل کر کے دفتر میں جمع کروائیں۔ تصدیق کے بعد ہی مزید کارروائی عمل میں لائی جائے گی۔ نامکمل کوائف کی صورت میں درخواست مسترد تصور ہوگی۔: [911, 31, 1028, 76]
- notice-body: ترقیاتی منصوبے کے لیے 400,000 روپے کی لاگت کا تخمینہ لگایا گیا ہے۔ 60 سے 80 فیصد کام مکمل ہو چکا ہے۔ 13.4 فیصد رقم باقی ہے۔: [281, 576, 399, 607]
- notice-header: نوٹس 73: [154, 141, 272, 154]
- notice-body-continued: اس اشتہار کے مطابق متعلقہ محکمہ کی جانب سے جاری کردہ ہدایات پر عمل درآمد کیا جائے گا۔ درخواست گزار حضرات مقررہ تاریخ سے قبل اپنی درخواستیں متعلقہ دفتر میں جمع کروائیں۔ نامکمل اور تاخیر سے موصول ہونے والی درخواستوں پر کوئی کارروائی نہیں کی جائے گی۔ تمام امیدواران کو انٹرویو کے لیے الگ سے اطلاع دی جائے گی اور اس سلسلے میں کسی قسم کا سفری خرچہ ادا نہیں کیا جائے گا۔ محکمہ کو کسی بھی وقت اشتہار منسوخ کرنے کا مکمل اختیار حاصل ہے اور اس ضمن میں ادارے کا فیصلہ حتمی تصور ہوگا۔: [407, 802, 524, 895]
- notice-body: محکمہ خزانہ کی جانب سے تنخواہوں اور پنشن کی ادائیگی کے حوالے سے نیا شیڈول جاری کیا گیا ہے۔ تمام ڈرائنگ اینڈ ڈسبرسنگ افسران اپنے بل مقررہ تاریخ تک جمع کروائیں۔ تاخیر سے موصول ہونے والے بل اگلے ماہ میں منتقل کر دیے جائیں گے۔: [533, 49, 650, 94]
- notice-header: نوٹس 53: [407, 1171, 524, 1184]
- notice-header: نوٹس 50: [407, 757, 524, 770]
- notice-header: نوٹس 49: [407, 624, 524, 637]
- notice-body: ترقیاتی سکیم کے تحت سڑک کی تعمیر کا کام شروع کیا جا رہا ہے۔ ٹھیکیداران حضرات اپنے ٹینڈر 14 فروری تک جمع کروائیں۔ 2028 تک منصوبے کی تکمیل متوقع ہے۔ تمام شرائط ٹینڈر دستاویزات میں درج ہیں۔: [1173, 1052, 1290, 1090]
- notice-body: عدالت کی جانب سے جاری کردہ احکامات کی روشنی میں تمام فریقین کو ہدایت کی جاتی ہے کہ وہ مقررہ تاریخ پر حاضر ہوں۔: [281, 71, 398, 94]
- notice-header: نوٹس 74: [154, 174, 272, 187]
